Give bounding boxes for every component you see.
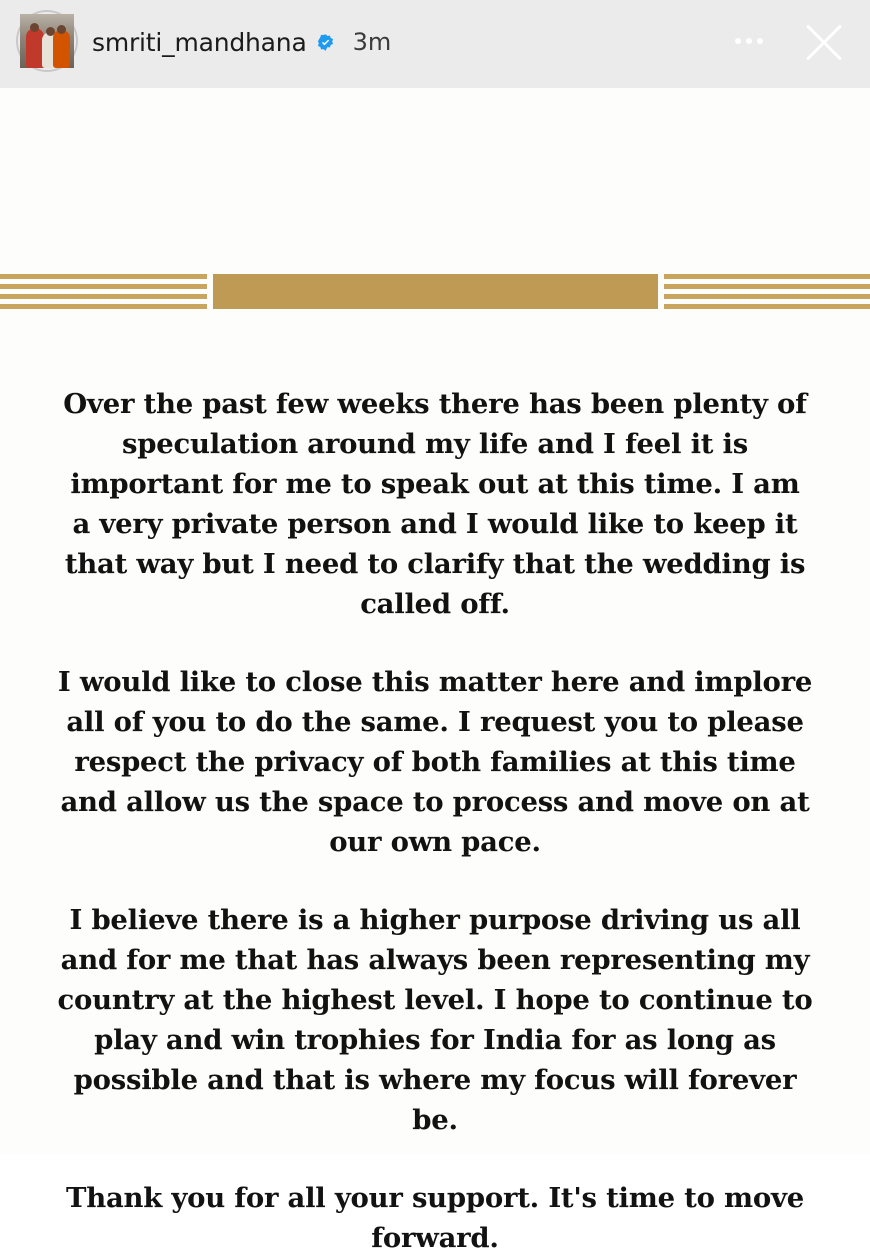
timestamp-label: 3m bbox=[352, 28, 392, 56]
gold-divider-ornament bbox=[0, 266, 870, 316]
ornament-gap-right bbox=[658, 266, 664, 316]
statement-paragraph-1: Over the past few weeks there has been plenty of speculation around my life and I feel it is important for me to speak out at this time. I am a very private person and I would like to keep it that way but I need to clarify that the wedding is called off. bbox=[63, 388, 807, 620]
close-icon[interactable] bbox=[796, 13, 852, 69]
avatar-head-right bbox=[57, 25, 66, 34]
avatar[interactable] bbox=[16, 10, 78, 72]
avatar-head-left bbox=[30, 23, 39, 32]
story-header bbox=[0, 0, 870, 88]
avatar-image bbox=[18, 12, 76, 70]
avatar-head-middle bbox=[46, 27, 55, 36]
more-options-icon[interactable] bbox=[726, 18, 772, 64]
story-card bbox=[0, 88, 870, 1254]
username-label[interactable]: smriti_mandhana bbox=[92, 27, 307, 57]
statement-paragraph-2: I would like to close this matter here and implore all of you to do the same. I request you to please respect the privacy of both families at this time and allow us the space to process and move on at our own pace. bbox=[57, 666, 813, 858]
ornament-gap-left bbox=[207, 266, 213, 316]
statement-paragraph-3: I believe there is a higher purpose driving us all and for me that has always been representing my country at the highest level. I hope to continue to play and win trophies for India for as long as possible and that is where my focus will forever be. bbox=[57, 904, 813, 1136]
verified-badge-icon bbox=[316, 33, 335, 52]
avatar-figure-right bbox=[53, 30, 70, 68]
statement-text bbox=[40, 384, 830, 1258]
ornament-center-bar bbox=[213, 274, 658, 309]
statement-paragraph-4: Thank you for all your support. It's time to move forward. bbox=[66, 1182, 804, 1254]
username-group[interactable] bbox=[92, 28, 335, 57]
